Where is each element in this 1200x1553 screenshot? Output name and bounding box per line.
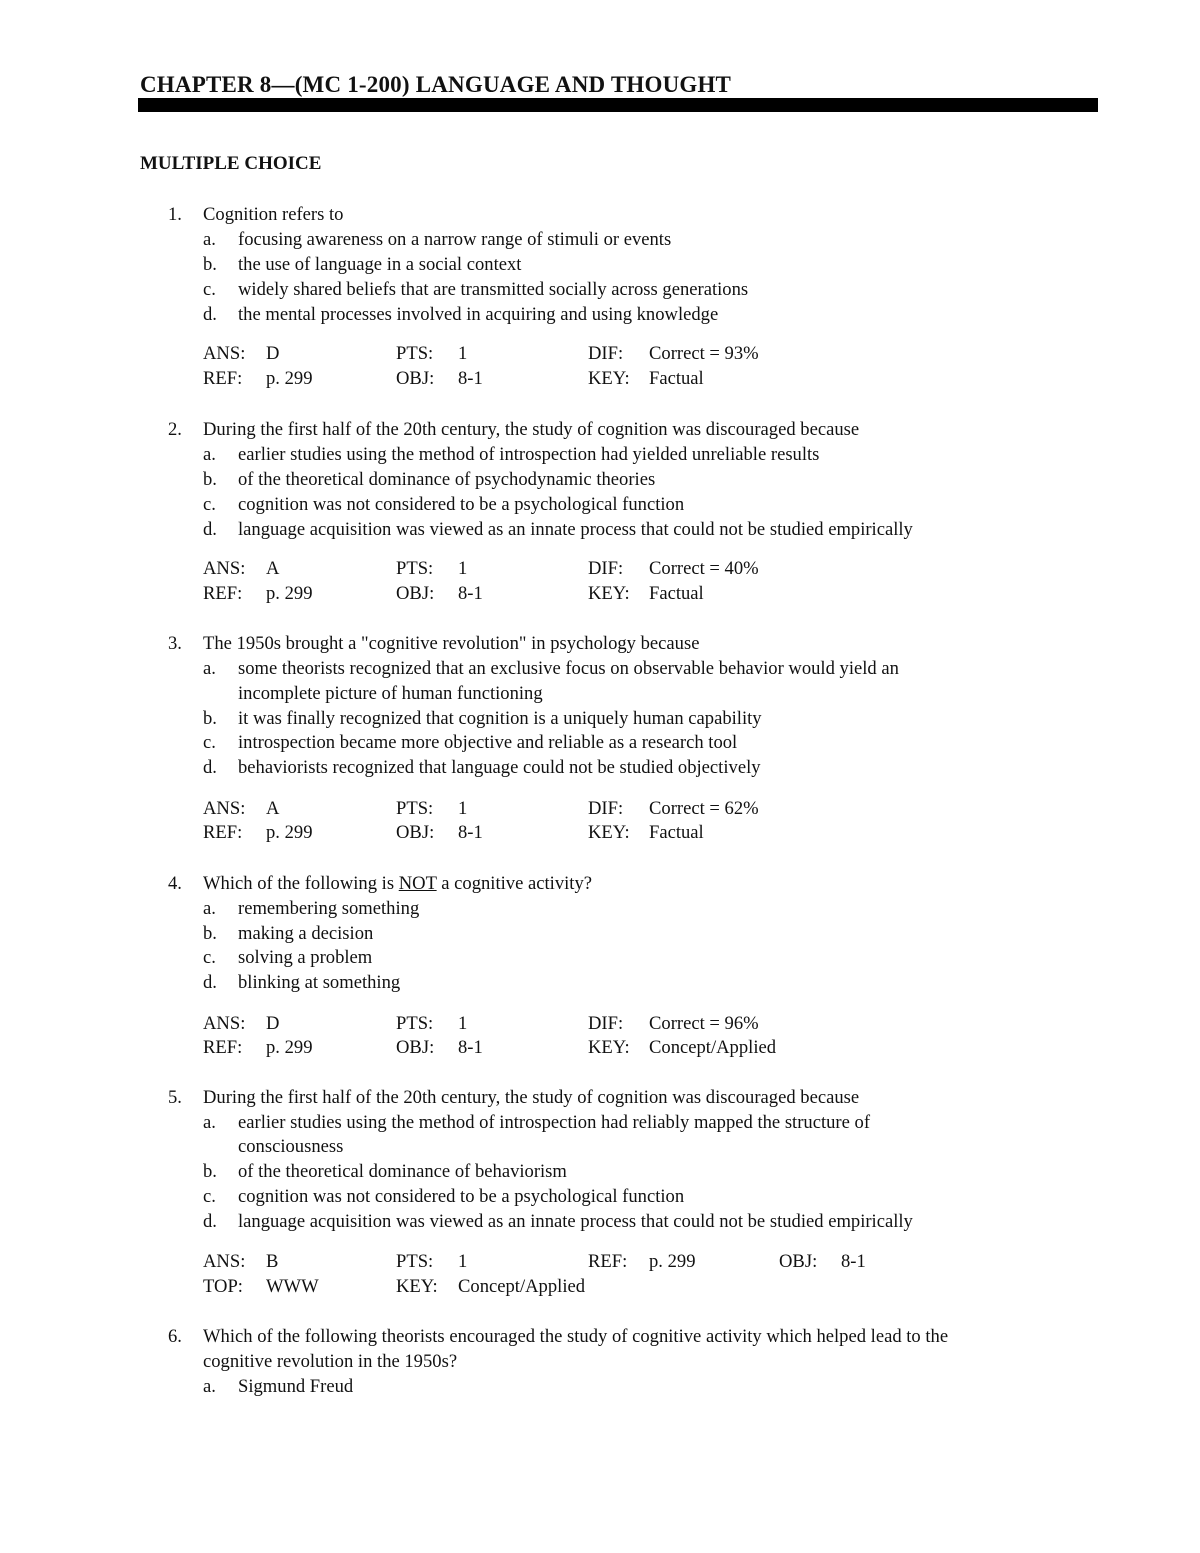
question-number: 5. [168, 1087, 182, 1108]
meta-value: 1 [458, 558, 468, 579]
meta-value: WWW [266, 1276, 319, 1297]
meta-label: DIF: [588, 1013, 624, 1034]
meta-value: 1 [458, 343, 468, 364]
question-stem: During the first half of the 20th century, the study of cognition was discouraged because [203, 1087, 860, 1108]
meta-value: Factual [649, 583, 704, 604]
meta-value: 8-1 [841, 1251, 866, 1272]
meta-label: KEY: [588, 1037, 630, 1058]
option-letter: d. [203, 757, 217, 778]
meta-label: OBJ: [396, 822, 435, 843]
option-text: blinking at something [238, 972, 401, 993]
meta-value: 8-1 [458, 822, 483, 843]
section-heading: MULTIPLE CHOICE [140, 153, 322, 174]
meta-value: D [266, 343, 280, 364]
meta-label: TOP: [203, 1276, 243, 1297]
option-text: language acquisition was viewed as an innate process that could not be studied empirically [238, 519, 913, 540]
option-text: earlier studies using the method of introspection had yielded unreliable results [238, 444, 820, 465]
option-text: Sigmund Freud [238, 1376, 354, 1397]
question-number: 4. [168, 873, 182, 894]
meta-value: Factual [649, 822, 704, 843]
meta-label: PTS: [396, 1251, 434, 1272]
meta-label: DIF: [588, 558, 624, 579]
meta-label: REF: [588, 1251, 628, 1272]
option-text: of the theoretical dominance of psychodynamic theories [238, 469, 656, 490]
meta-label: OBJ: [396, 583, 435, 604]
meta-label: PTS: [396, 343, 434, 364]
question-number: 6. [168, 1326, 182, 1347]
title-rule [138, 98, 1098, 112]
meta-value: p. 299 [266, 822, 313, 843]
option-text: of the theoretical dominance of behaviorism [238, 1161, 567, 1182]
option-letter: c. [203, 279, 216, 300]
meta-value: 8-1 [458, 583, 483, 604]
meta-label: PTS: [396, 1013, 434, 1034]
chapter-title: CHAPTER 8—(MC 1-200) LANGUAGE AND THOUGHT [140, 72, 732, 97]
meta-value: Factual [649, 368, 704, 389]
option-letter: d. [203, 1211, 217, 1232]
meta-value: D [266, 1013, 280, 1034]
meta-value: 1 [458, 1251, 468, 1272]
option-letter: b. [203, 923, 217, 944]
meta-value: 1 [458, 798, 468, 819]
meta-value: 1 [458, 1013, 468, 1034]
option-text: introspection became more objective and reliable as a research tool [238, 732, 738, 753]
meta-label: OBJ: [396, 1037, 435, 1058]
meta-label: PTS: [396, 558, 434, 579]
option-text-continued: consciousness [238, 1136, 344, 1157]
question-stem: Which of the following theorists encouraged the study of cognitive activity which helped lead to the [203, 1326, 949, 1347]
option-text: making a decision [238, 923, 374, 944]
question-stem: During the first half of the 20th century, the study of cognition was discouraged because [203, 419, 860, 440]
option-text: remembering something [238, 898, 420, 919]
meta-label: OBJ: [396, 368, 435, 389]
meta-label: KEY: [588, 822, 630, 843]
stem-emphasis: NOT [398, 873, 437, 894]
option-letter: b. [203, 469, 217, 490]
option-letter: a. [203, 444, 216, 465]
meta-label: KEY: [396, 1276, 438, 1297]
option-letter: c. [203, 1186, 216, 1207]
option-text: solving a problem [238, 947, 373, 968]
meta-label: KEY: [588, 583, 630, 604]
meta-label: ANS: [203, 1013, 246, 1034]
meta-label: ANS: [203, 558, 246, 579]
option-text: the mental processes involved in acquiring and using knowledge [238, 304, 719, 325]
option-letter: b. [203, 254, 217, 275]
question-number: 2. [168, 419, 182, 440]
meta-value: 8-1 [458, 368, 483, 389]
meta-value: A [266, 558, 280, 579]
option-text: behaviorists recognized that language could not be studied objectively [238, 757, 761, 778]
option-text: cognition was not considered to be a psychological function [238, 1186, 685, 1207]
meta-value: Correct = 62% [649, 798, 759, 819]
option-text: the use of language in a social context [238, 254, 522, 275]
meta-label: KEY: [588, 368, 630, 389]
meta-value: Concept/Applied [649, 1037, 777, 1058]
meta-label: ANS: [203, 343, 246, 364]
meta-value: p. 299 [266, 368, 313, 389]
option-text: earlier studies using the method of introspection had reliably mapped the structure of [238, 1112, 871, 1133]
option-letter: b. [203, 1161, 217, 1182]
option-text: cognition was not considered to be a psychological function [238, 494, 685, 515]
meta-value: B [266, 1251, 279, 1272]
option-text: language acquisition was viewed as an innate process that could not be studied empirically [238, 1211, 913, 1232]
question-stem [203, 872, 592, 897]
stem-text: Which of the following is [203, 873, 399, 894]
option-letter: d. [203, 519, 217, 540]
question-stem-continued: cognitive revolution in the 1950s? [203, 1351, 458, 1372]
option-text: widely shared beliefs that are transmitted socially across generations [238, 279, 749, 300]
question-number: 3. [168, 633, 182, 654]
option-text: focusing awareness on a narrow range of stimuli or events [238, 229, 672, 250]
meta-label: DIF: [588, 798, 624, 819]
meta-value: Correct = 93% [649, 343, 759, 364]
meta-label: PTS: [396, 798, 434, 819]
option-text: it was finally recognized that cognition is a uniquely human capability [238, 708, 762, 729]
question-stem: The 1950s brought a "cognitive revolution" in psychology because [203, 633, 700, 654]
option-letter: c. [203, 494, 216, 515]
option-text: some theorists recognized that an exclusive focus on observable behavior would yield an [238, 658, 899, 679]
meta-label: ANS: [203, 798, 246, 819]
question-stem: Cognition refers to [203, 204, 344, 225]
option-letter: a. [203, 1376, 216, 1397]
meta-label: REF: [203, 583, 243, 604]
meta-label: REF: [203, 1037, 243, 1058]
option-letter: c. [203, 947, 216, 968]
meta-value: 8-1 [458, 1037, 483, 1058]
option-text-continued: incomplete picture of human functioning [238, 683, 543, 704]
meta-value: Correct = 40% [649, 558, 759, 579]
option-letter: b. [203, 708, 217, 729]
option-letter: a. [203, 658, 216, 679]
option-letter: a. [203, 1112, 216, 1133]
meta-value: Correct = 96% [649, 1013, 759, 1034]
meta-label: OBJ: [779, 1251, 818, 1272]
meta-value: p. 299 [266, 583, 313, 604]
question-number: 1. [168, 204, 182, 225]
option-letter: a. [203, 898, 216, 919]
meta-label: REF: [203, 368, 243, 389]
meta-value: p. 299 [266, 1037, 313, 1058]
meta-label: REF: [203, 822, 243, 843]
meta-label: ANS: [203, 1251, 246, 1272]
meta-label: DIF: [588, 343, 624, 364]
meta-value: Concept/Applied [458, 1276, 586, 1297]
option-letter: a. [203, 229, 216, 250]
option-letter: d. [203, 972, 217, 993]
option-letter: d. [203, 304, 217, 325]
meta-value: p. 299 [649, 1251, 696, 1272]
meta-value: A [266, 798, 280, 819]
option-letter: c. [203, 732, 216, 753]
stem-text: a cognitive activity? [436, 873, 593, 894]
